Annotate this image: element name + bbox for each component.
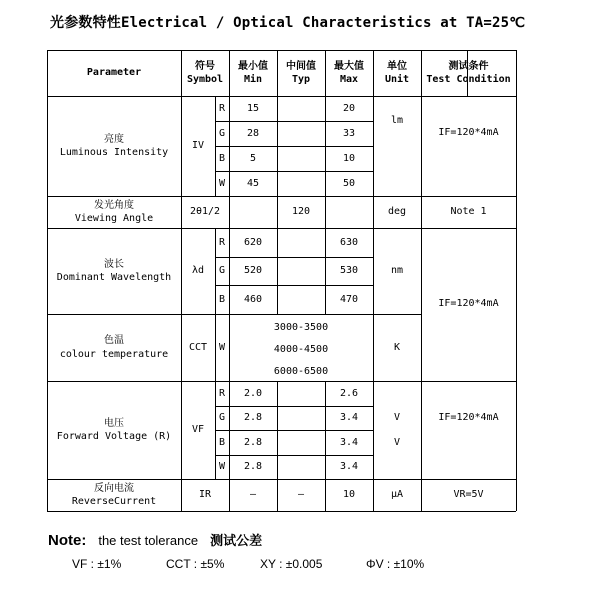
voltage-color-text: R [218, 387, 226, 399]
cct-name [47, 314, 181, 381]
reverse-unit-text: μA [390, 489, 404, 501]
voltage-max [325, 381, 373, 406]
cct-symbol [181, 314, 215, 381]
header-symbol [181, 50, 229, 96]
header-min-text: 最小值 [238, 60, 268, 72]
voltage-color-text: B [218, 436, 226, 448]
header-max-text: Max [339, 74, 359, 85]
voltage-symbol [181, 381, 215, 479]
voltage-max [325, 455, 373, 479]
voltage-condition [421, 381, 516, 455]
voltage-symbol-text: VF [191, 424, 205, 436]
viewing-symbol [181, 196, 229, 228]
cct-name-text: 色温 [104, 335, 124, 346]
luminous-typ [277, 171, 325, 196]
cct-name-text: colour temperature [59, 348, 169, 360]
luminous-typ [277, 121, 325, 146]
header-max-text: 最大值 [334, 60, 364, 72]
wavelength-min-text: 620 [243, 236, 263, 248]
voltage-unit-b [373, 430, 421, 455]
viewing-name-text: 发光角度 [94, 199, 134, 211]
wavelength-color-text: G [218, 265, 226, 277]
header-condition [421, 50, 516, 96]
luminous-color-text: G [218, 127, 226, 139]
viewing-name-text: Viewing Angle [74, 213, 154, 224]
luminous-max [325, 121, 373, 146]
voltage-max-text: 3.4 [339, 412, 359, 424]
header-unit [373, 50, 421, 96]
luminous-min [229, 121, 277, 146]
wavelength-color-text: B [218, 293, 226, 305]
table-border-right [516, 50, 517, 511]
voltage-min-text: 2.8 [243, 461, 263, 473]
header-unit-text: Unit [384, 74, 410, 85]
voltage-color-text: G [218, 412, 226, 424]
viewing-unit-text: deg [387, 206, 407, 218]
shared-condition [421, 228, 516, 380]
cct-unit [373, 314, 421, 381]
wavelength-max-text: 530 [339, 265, 359, 277]
header-typ-text: 中间值 [286, 60, 316, 72]
page-title: 光参数特性Electrical / Optical Characteristics at TA=25℃ [50, 15, 526, 31]
luminous-max [325, 146, 373, 171]
cct-color [215, 314, 229, 381]
voltage-name-text: 电压 [104, 417, 124, 429]
reverse-unit [373, 479, 421, 511]
voltage-min [229, 381, 277, 406]
wavelength-name-text: Dominant Wavelength [56, 272, 172, 283]
wavelength-symbol-text: λd [191, 265, 205, 277]
header-parameter-text: Parameter [86, 67, 142, 79]
cct-symbol-text: CCT [188, 341, 208, 353]
reverse-symbol [181, 479, 229, 511]
voltage-color [215, 406, 229, 430]
header-parameter [47, 50, 181, 96]
voltage-max-text: 2.6 [339, 387, 359, 399]
luminous-unit-text: lm [390, 115, 404, 127]
luminous-min [229, 96, 277, 121]
viewing-typ-text: 120 [291, 206, 311, 218]
wavelength-min [229, 228, 277, 257]
voltage-min [229, 406, 277, 430]
voltage-max [325, 430, 373, 455]
luminous-min [229, 171, 277, 196]
voltage-min [229, 455, 277, 479]
reverse-name-text: ReverseCurrent [71, 496, 157, 507]
luminous-max-text: 50 [342, 177, 356, 189]
viewing-unit [373, 196, 421, 228]
reverse-max-text: 10 [342, 489, 356, 501]
luminous-condition [421, 96, 516, 170]
luminous-max-text: 33 [342, 127, 356, 139]
header-condition-text: 测试条件 [448, 60, 489, 72]
luminous-color [215, 146, 229, 171]
luminous-color-text: R [218, 102, 226, 114]
luminous-max-text: 10 [342, 152, 356, 164]
wavelength-color-text: R [218, 236, 226, 248]
header-typ-text: Typ [291, 74, 311, 85]
reverse-name-text: 反向电流 [94, 482, 134, 494]
voltage-min-text: 2.8 [243, 412, 263, 424]
wavelength-min [229, 285, 277, 314]
note-heading: Note: [48, 532, 87, 549]
luminous-typ [277, 146, 325, 171]
reverse-max [325, 479, 373, 511]
wavelength-name-text: 波长 [104, 258, 124, 270]
viewing-condition-text: Note 1 [450, 206, 487, 218]
viewing-divider [229, 196, 230, 228]
luminous-min-text: 15 [246, 102, 260, 114]
voltage-condition-text: IF=120*4mA [438, 412, 499, 424]
wavelength-min [229, 257, 277, 285]
tolerance-phiv: ΦV : ±10% [366, 557, 425, 571]
header-condition-text: Test Condition [426, 74, 511, 85]
wl-divider [277, 228, 278, 314]
reverse-name [47, 479, 181, 511]
voltage-unit-a [373, 406, 421, 430]
shared-condition-text: IF=120*4mA [438, 298, 499, 310]
wavelength-max [325, 228, 373, 257]
cct-divider [421, 314, 422, 381]
note-text: the test tolerance [98, 533, 199, 548]
table-border-bottom [47, 511, 516, 512]
reverse-min [229, 479, 277, 511]
header-max [325, 50, 373, 96]
voltage-max [325, 406, 373, 430]
voltage-max-text: 3.4 [339, 461, 359, 473]
voltage-min-text: 2.0 [243, 387, 263, 399]
header-min-text: Min [243, 74, 263, 85]
voltage-color [215, 455, 229, 479]
cct-ranges-text: 6000-6500 [273, 365, 329, 377]
luminous-name-text: 亮度 [104, 133, 124, 145]
luminous-min-text: 45 [246, 177, 260, 189]
reverse-min-text: — [249, 489, 257, 501]
luminous-name-text: Luminous Intensity [59, 147, 169, 158]
tolerance-cct: CCT : ±5% [166, 557, 225, 571]
wavelength-color [215, 285, 229, 314]
header-unit-text: 单位 [387, 60, 407, 72]
voltage-color [215, 381, 229, 406]
reverse-typ-text: — [297, 489, 305, 501]
luminous-color [215, 121, 229, 146]
luminous-min [229, 146, 277, 171]
luminous-color-text: W [218, 177, 226, 189]
voltage-unit-a-text: V [393, 412, 401, 424]
header-symbol-text: 符号 [195, 60, 215, 72]
header-symbol-text: Symbol [186, 74, 224, 85]
luminous-symbol-text: IV [191, 140, 205, 152]
luminous-color [215, 96, 229, 121]
tolerance-vf: VF : ±1% [72, 557, 122, 571]
reverse-condition-text: VR=5V [453, 489, 484, 501]
characteristics-table [47, 50, 516, 511]
luminous-unit [373, 96, 421, 146]
luminous-max [325, 96, 373, 121]
wavelength-symbol [181, 228, 215, 314]
wavelength-unit-text: nm [390, 265, 404, 277]
voltage-unit-b-text: V [393, 436, 401, 448]
voltage-name-text: Forward Voltage (R) [56, 431, 172, 442]
note-line [48, 530, 262, 549]
luminous-symbol [181, 96, 215, 196]
header-typ [277, 50, 325, 96]
wavelength-max [325, 257, 373, 285]
voltage-min-text: 2.8 [243, 436, 263, 448]
luminous-max-text: 20 [342, 102, 356, 114]
cct-ranges [229, 318, 373, 381]
voltage-color-text: W [218, 461, 226, 473]
cct-ranges-text: 3000-3500 [273, 321, 329, 333]
wavelength-max-text: 470 [339, 293, 359, 305]
voltage-color [215, 430, 229, 455]
luminous-max [325, 171, 373, 196]
luminous-min-text: 5 [249, 152, 257, 164]
wavelength-max [325, 285, 373, 314]
viewing-condition [421, 196, 516, 228]
luminous-color-text: B [218, 152, 226, 164]
wavelength-max-text: 630 [339, 236, 359, 248]
cct-unit-text: K [393, 341, 401, 353]
reverse-symbol-text: IR [198, 489, 212, 501]
viewing-name [47, 196, 181, 228]
note-text-cn: 测试公差 [210, 533, 263, 548]
wavelength-name [47, 228, 181, 314]
viewing-symbol-text: 2θ1/2 [189, 206, 221, 218]
header-min [229, 50, 277, 96]
cct-color-text: W [218, 341, 226, 353]
wavelength-min-text: 520 [243, 265, 263, 277]
luminous-condition-text: IF=120*4mA [438, 127, 499, 139]
viewing-typ [277, 196, 325, 228]
reverse-typ [277, 479, 325, 511]
tolerance-xy: XY : ±0.005 [260, 557, 323, 571]
wavelength-color [215, 257, 229, 285]
luminous-typ [277, 96, 325, 121]
luminous-name [47, 96, 181, 196]
cct-ranges-text: 4000-4500 [273, 343, 329, 355]
wavelength-color [215, 228, 229, 257]
wavelength-min-text: 460 [243, 293, 263, 305]
voltage-max-text: 3.4 [339, 436, 359, 448]
reverse-condition [421, 479, 516, 511]
viewing-divider [325, 196, 326, 228]
luminous-min-text: 28 [246, 127, 260, 139]
luminous-color [215, 171, 229, 196]
wavelength-unit [373, 228, 421, 314]
voltage-min [229, 430, 277, 455]
voltage-name [47, 381, 181, 479]
